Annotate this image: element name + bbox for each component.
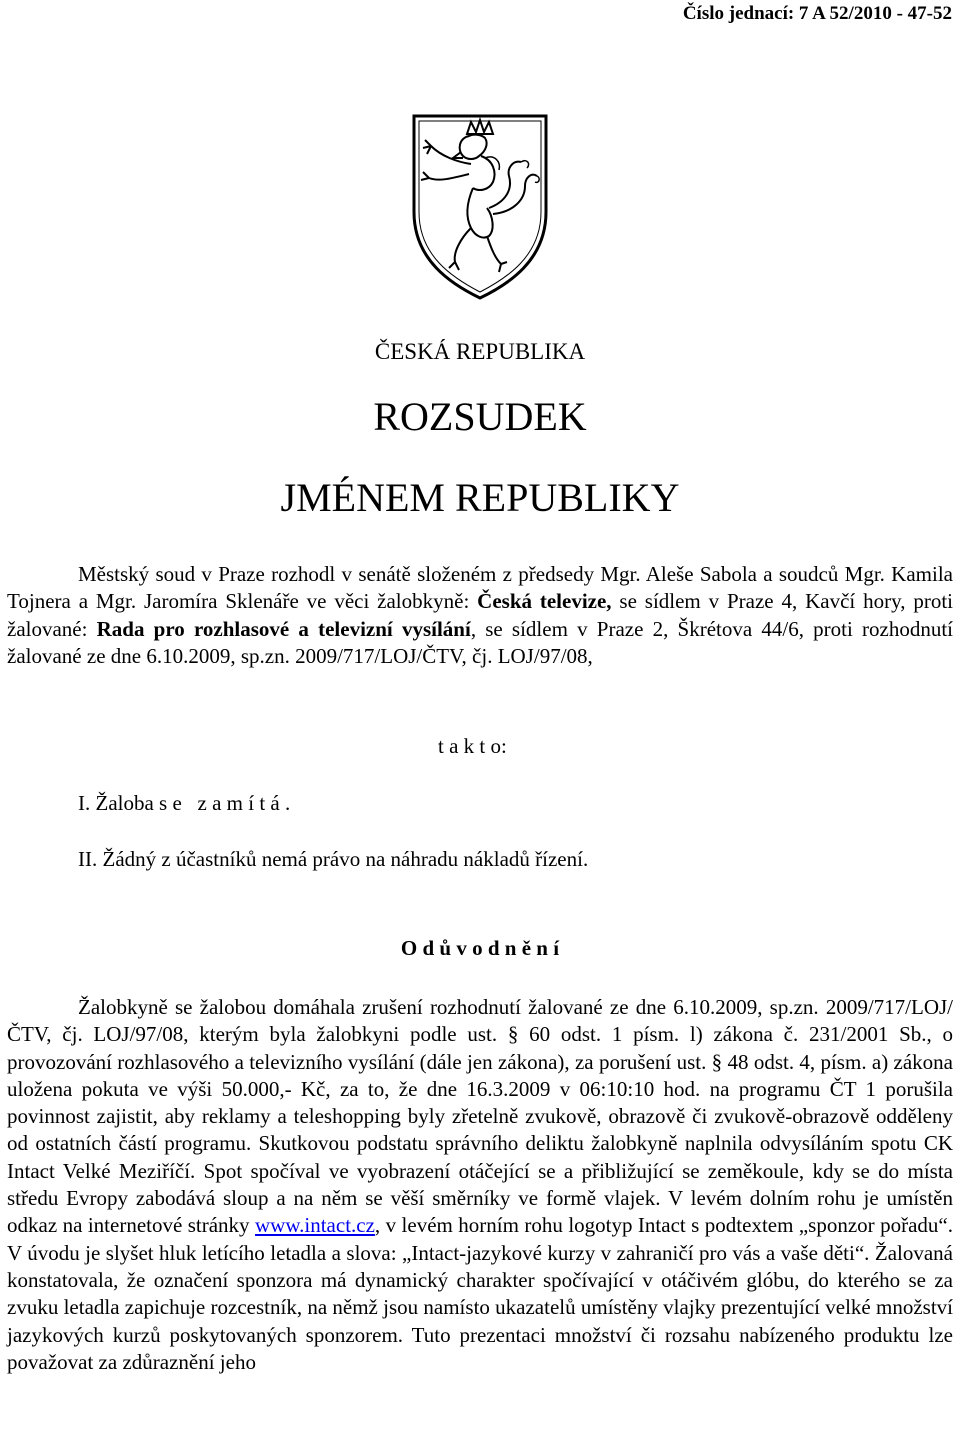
intact-website-link[interactable]: www.intact.cz (255, 1213, 375, 1238)
verdict-point-1-suffix: s e z a m í t á . (159, 791, 291, 815)
country-heading: ČESKÁ REPUBLIKA (374, 339, 586, 364)
justification-text-2: , v levém horním rohu logotyp Intact s podtextem „sponzor pořadu“. V úvodu je slyšet hluk letícího letadla a slova: „Intact-jazykové kurzy v zahraničí pro vás a vaše děti“. Žalovaná konstatovala, že označení sponzora má dynamický charakter spočívající v otáčivém glóbu, do kterého se za zvuku letadla zapichuje rozcestník, na němž jsou namísto ukazatelů umístěny vlajky prezentující velké množství jazykových kurzů poskytovaných sponzorem. Tuto prezentaci množství či rozsahu nabízeného produktu lze považovat za zdůraznění jeho (7, 1213, 953, 1374)
defendant-name: Rada pro rozhlasové a televizní vysílání (96, 616, 471, 641)
intro-text-3: , se sídlem v Praze 2, Škrétova 44/6, proti rozhodnutí žalované ze dne 6.10.2009, sp.zn. 2009/717/LOJ/ČTV, čj. LOJ/97/08, (7, 616, 953, 668)
plaintiff-name: Česká televize, (477, 589, 612, 614)
justification-text-1: Žalobkyně se žalobou domáhala zrušení rozhodnutí žalované ze dne 6.10.2009, sp.zn. 2009/717/LOJ/ČTV, čj. LOJ/97/08, kterým byla žalobkyni podle ust. § 60 odst. 1 písm. l) zákona č. 231/2001 Sb., o provozování rozhlasového a televizního vysílání (dále jen zákona), za porušení ust. § 48 odst. 4, písm. a) zákona uložena pokuta ve výši 50.000,- Kč, za to, že dne 16.3.2009 v 06:10:10 hod. na programu ČT 1 porušila povinnost zajistit, aby reklamy a teleshopping byly zřetelně zvukově, obrazově či zvukově-obrazově odděleny od ostatních částí programu. Skutkovou podstatu správního deliktu žalobkyně naplnila odvysíláním spotu CK Intact Velké Meziříčí. Spot spočíval ve vyobrazení otáčející se a přibližující se zeměkoule, kdy se do místa středu Evropy zabodává sloup a na něm se věší směrníky ve formě vlajek. V levém dolním rohu je umístěn odkaz na internetové stránky (7, 995, 953, 1238)
intro-text-2: se sídlem v Praze 4, Kavčí hory, proti žalované: (7, 589, 953, 641)
in-name-of-heading: JMÉNEM REPUBLIKY (280, 475, 680, 520)
czech-coat-of-arms-lion-icon (409, 112, 551, 302)
verdict-point-1 (78, 791, 290, 816)
verdict-intro: t a k t o: (438, 734, 507, 758)
intro-text-1: Městský soud v Praze rozhodl v senátě složeném z předsedy Mgr. Aleše Sabola a soudců Mgr. Kamila Tojnera a Mgr. Jaromíra Sklenáře ve věci žalobkyně: (7, 562, 953, 614)
case-number: Číslo jednací: 7 A 52/2010 - 47-52 (682, 3, 952, 24)
justification-paragraph (7, 994, 953, 1376)
document-type-heading: ROZSUDEK (373, 394, 587, 439)
verdict-point-1-prefix: I. Žaloba (78, 791, 154, 815)
intro-paragraph (7, 561, 953, 670)
justification-heading: O d ů v o d n ě n í (400, 936, 560, 960)
verdict-point-2: II. Žádný z účastníků nemá právo na náhradu nákladů řízení. (78, 847, 589, 871)
